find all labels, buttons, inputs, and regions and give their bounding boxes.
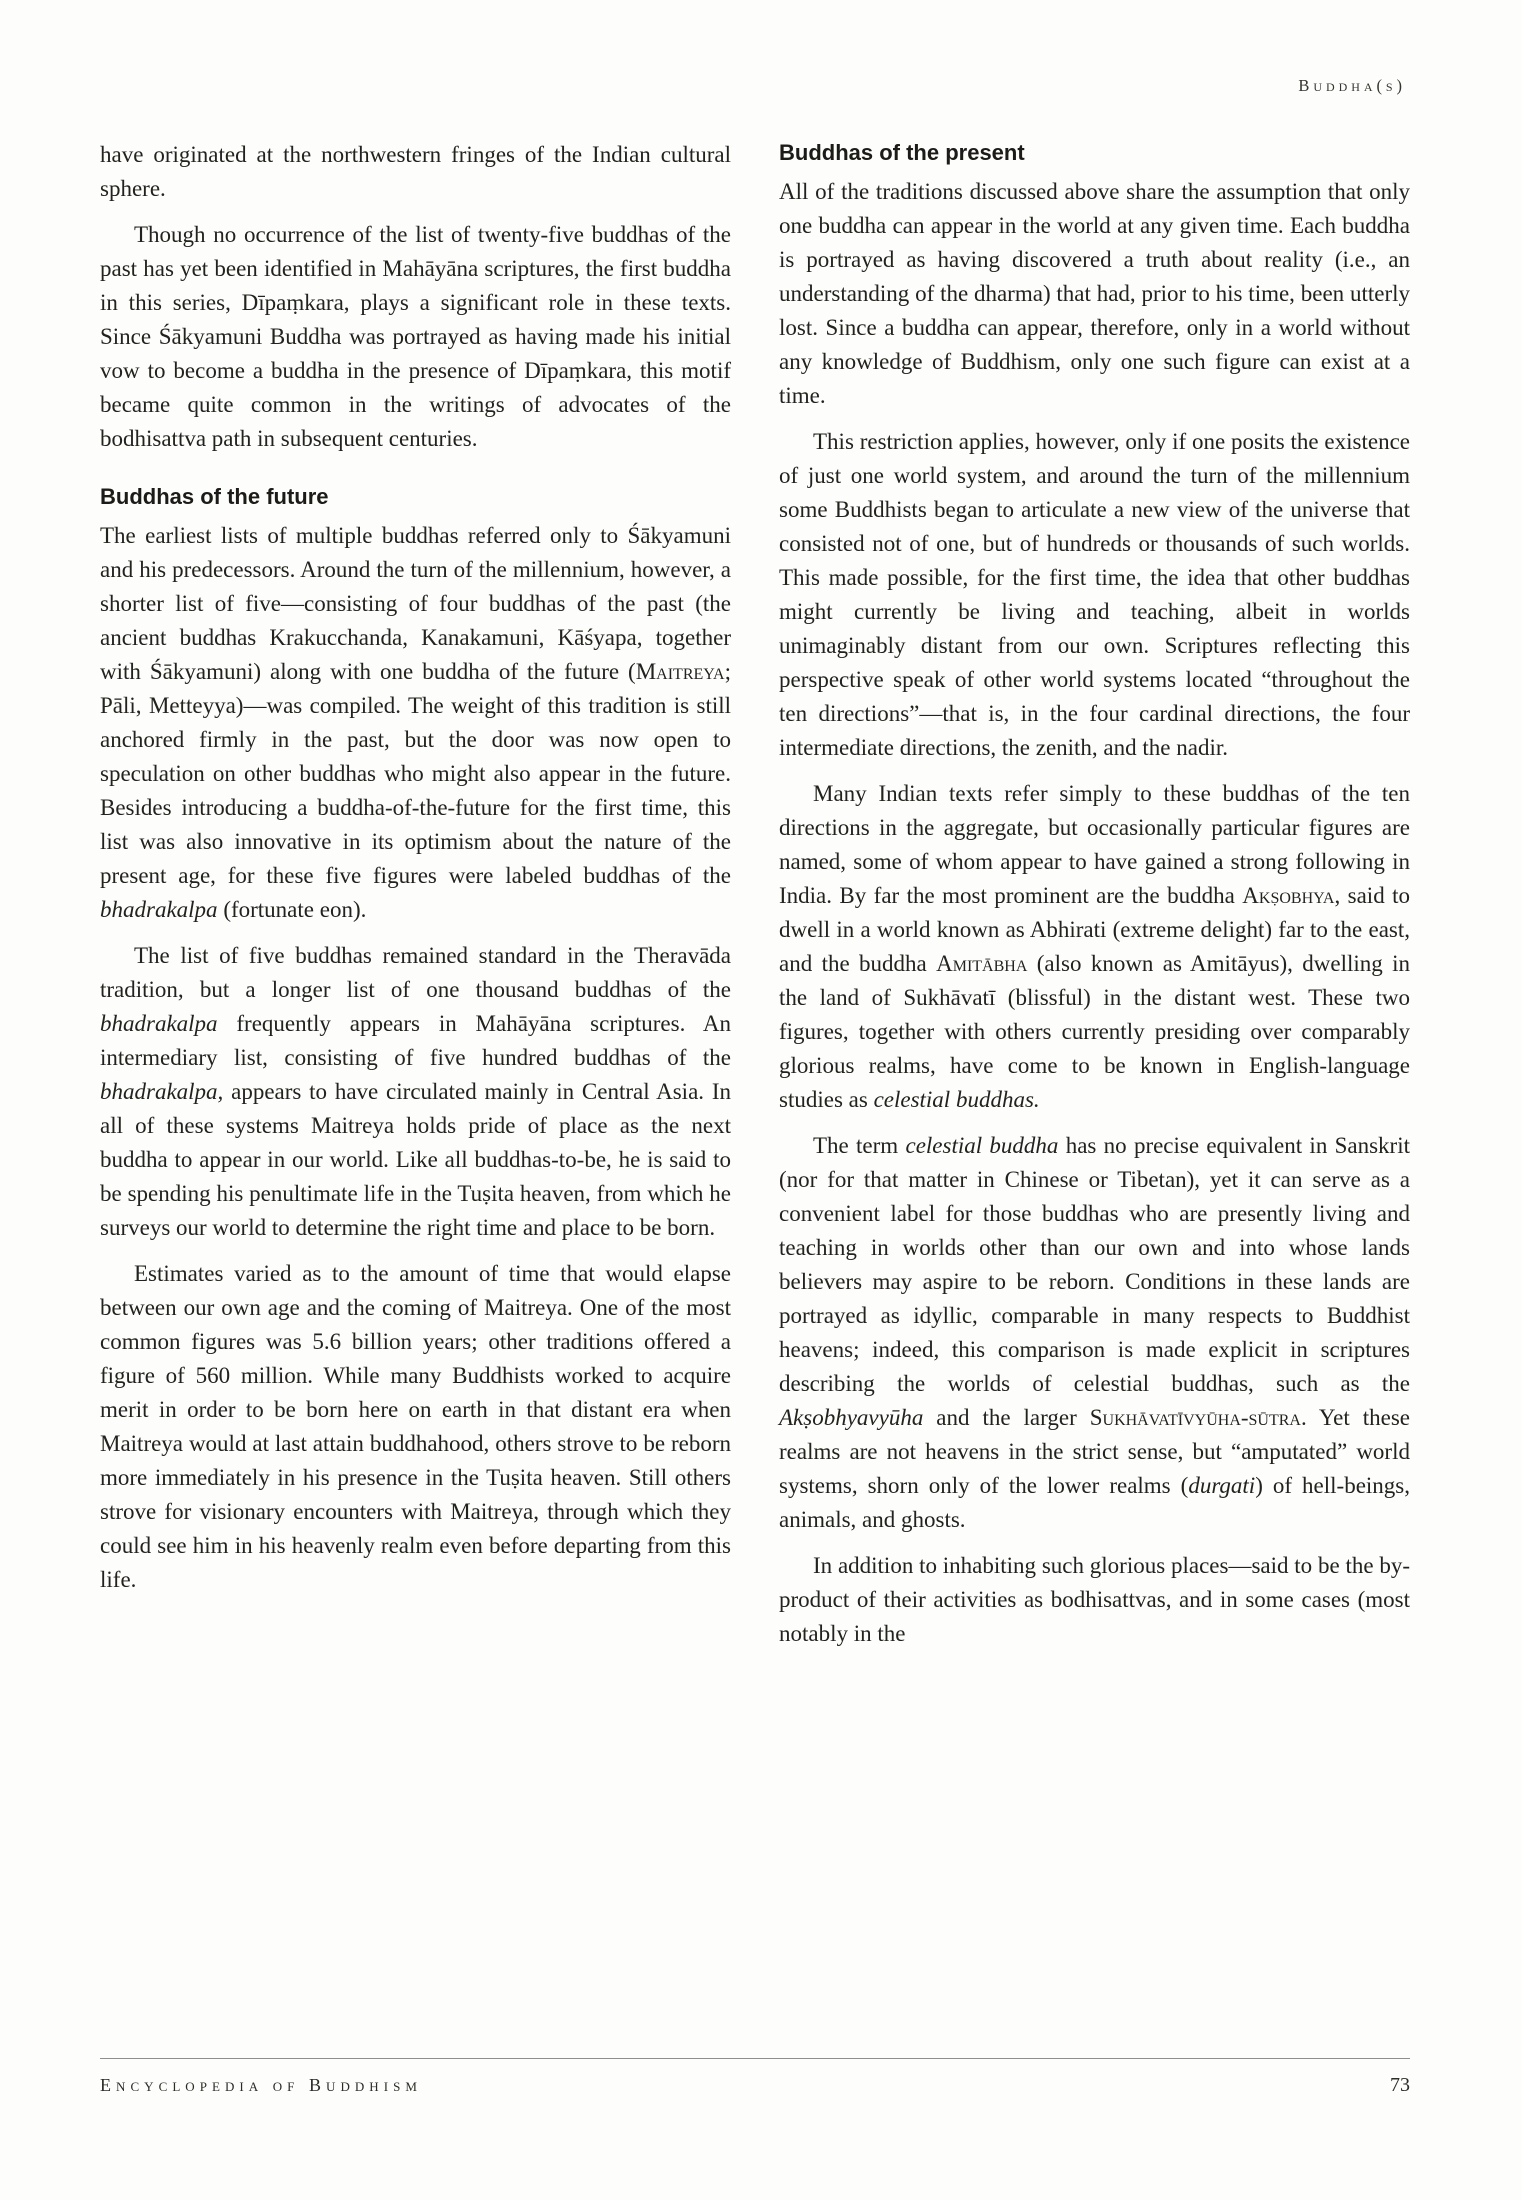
italic-term: bhadrakalpa, xyxy=(100,1079,224,1104)
right-column xyxy=(779,138,1410,1663)
italic-term: bhadrakalpa xyxy=(100,897,218,922)
text-run: This restriction applies, however, only if one posits the existence of just one world system, and around the turn of the millennium some Buddhists began to articulate a new view of the universe that consisted not of one, but of hundreds or thousands of such worlds. This made possible, for the first time, the idea that other buddhas might currently be living and teaching, albeit in worlds unimaginably distant from our own. Scriptures reflecting this perspective speak of other world systems located “throughout the ten directions”—that is, in the four cardinal directions, the four intermediate directions, the zenith, and the nadir. xyxy=(779,429,1410,760)
page-footer xyxy=(100,2058,1410,2097)
text-run: frequently appears in Mahāyāna scriptures. An intermediary list, consisting of five hundred buddhas of the xyxy=(100,1011,731,1070)
text-run: The list of five buddhas remained standard in the Theravāda tradition, but a longer list of one thousand buddhas of the xyxy=(100,943,731,1002)
text-run: and the larger xyxy=(923,1405,1090,1430)
paragraph xyxy=(779,777,1410,1117)
text-run: The earliest lists of multiple buddhas referred only to Śākyamuni and his predecessors. Around the turn of the millennium, however, a shorter list of five—consisting of four buddhas of the past (the ancient buddhas Krakucchanda, Kanakamuni, Kāśyapa, together with Śākyamuni) along with one buddha of the future ( xyxy=(100,523,731,684)
running-header-text: Buddha(s) xyxy=(1298,76,1406,95)
paragraph xyxy=(779,1549,1410,1651)
text-run: The term xyxy=(813,1133,906,1158)
text-run: Estimates varied as to the amount of time that would elapse between our own age and the coming of Maitreya. One of the most common figures was 5.6 billion years; other traditions offered a figure of 560 million. While many Buddhists worked to acquire merit in order to be born here on earth in that distant era when Maitreya would at last attain buddhahood, others strove to be reborn more immediately in his presence in the Tuṣita heaven. Still others strove for visionary encounters with Maitreya, through which they could see him in his heavenly realm even before departing from this life. xyxy=(100,1261,731,1592)
paragraph xyxy=(779,425,1410,765)
text-run: All of the traditions discussed above share the assumption that only one buddha can appear in the world at any given time. Each buddha is portrayed as having discovered a truth about reality (i.e., an understanding of the dharma) that had, prior to his time, been utterly lost. Since a buddha can appear, therefore, only in a world without any knowledge of Buddhism, only one such figure can exist at a time. xyxy=(779,179,1410,408)
paragraph xyxy=(100,939,731,1245)
italic-term: celestial buddhas. xyxy=(873,1087,1040,1112)
italic-term: Akṣobhyavyūha xyxy=(779,1405,924,1430)
text-run: In addition to inhabiting such glorious places—said to be the by-product of their activities as bodhisattvas, and in some cases (most notably in the xyxy=(779,1553,1410,1646)
smallcaps-term: Sukhāvatīvyūha-sūtra xyxy=(1089,1405,1301,1430)
italic-term: celestial buddha xyxy=(905,1133,1059,1158)
text-run: , said to dwell in a world known as Abhirati (extreme delight) far to the east, and the buddha xyxy=(779,883,1410,976)
paragraph xyxy=(100,138,731,206)
text-run: (fortunate eon). xyxy=(217,897,367,922)
paragraph xyxy=(779,1129,1410,1537)
two-column-layout xyxy=(100,138,1410,1663)
italic-term: durgati xyxy=(1188,1473,1256,1498)
left-column xyxy=(100,138,731,1663)
running-header xyxy=(1298,76,1406,96)
smallcaps-term: Maitreya xyxy=(635,659,725,684)
paragraph xyxy=(779,175,1410,413)
text-run: . Yet these realms are not heavens in the strict sense, but “amputated” world systems, shorn only of the lower realms ( xyxy=(779,1405,1410,1498)
section-heading: Buddhas of the present xyxy=(779,140,1025,165)
smallcaps-term: Amitābha xyxy=(936,951,1028,976)
footer-page-number: 73 xyxy=(1390,2074,1410,2096)
smallcaps-term: Akṣobhya xyxy=(1242,883,1335,908)
italic-term: bhadrakalpa xyxy=(100,1011,218,1036)
text-run: (also known as Amitāyus), dwelling in the land of Sukhāvatī (blissful) in the distant west. These two figures, together with others currently presiding over comparably glorious realms, have come to be known in English-language studies as xyxy=(779,951,1411,1112)
text-run: has no precise equivalent in Sanskrit (nor for that matter in Chinese or Tibetan), yet it can serve as a convenient label for those buddhas who are presently living and teaching in worlds other than our own and into whose lands believers may aspire to be reborn. Conditions in these lands are portrayed as idyllic, comparable in many respects to Buddhist heavens; indeed, this comparison is made explicit in scriptures describing the worlds of celestial buddhas, such as the xyxy=(779,1133,1411,1396)
paragraph xyxy=(100,519,731,927)
paragraph xyxy=(100,1257,731,1597)
text-run: Many Indian texts refer simply to these buddhas of the ten directions in the aggregate, but occasionally particular figures are named, some of whom appear to have gained a strong following in India. By far the most prominent are the buddha xyxy=(779,781,1410,908)
section-heading: Buddhas of the future xyxy=(100,484,329,509)
footer-book-title: Encyclopedia of Buddhism xyxy=(100,2075,422,2095)
text-run: appears to have circulated mainly in Central Asia. In all of these systems Maitreya holds pride of place as the next buddha to appear in our world. Like all buddhas-to-be, he is said to be spending his penultimate life in the Tuṣita heaven, from which he surveys our world to determine the right time and place to be born. xyxy=(100,1079,731,1240)
text-run: ; Pāli, Metteyya)—was compiled. The weight of this tradition is still anchored firmly in the past, but the door was now open to speculation on other buddhas who might also appear in the future. Besides introducing a buddha-of-the-future for the first time, this list was also innovative in its optimism about the nature of the present age, for these five figures were labeled buddhas of the xyxy=(100,659,731,888)
text-run: ) of hell-beings, animals, and ghosts. xyxy=(779,1473,1411,1532)
paragraph xyxy=(100,218,731,456)
text-run: have originated at the northwestern fringes of the Indian cultural sphere. xyxy=(100,142,731,201)
text-run: Though no occurrence of the list of twenty-five buddhas of the past has yet been identified in Mahāyāna scriptures, the first buddha in this series, Dīpaṃkara, plays a significant role in these texts. Since Śākyamuni Buddha was portrayed as having made his initial vow to become a buddha in the presence of Dīpaṃkara, this motif became quite common in the writings of advocates of the bodhisattva path in subsequent centuries. xyxy=(100,222,731,451)
